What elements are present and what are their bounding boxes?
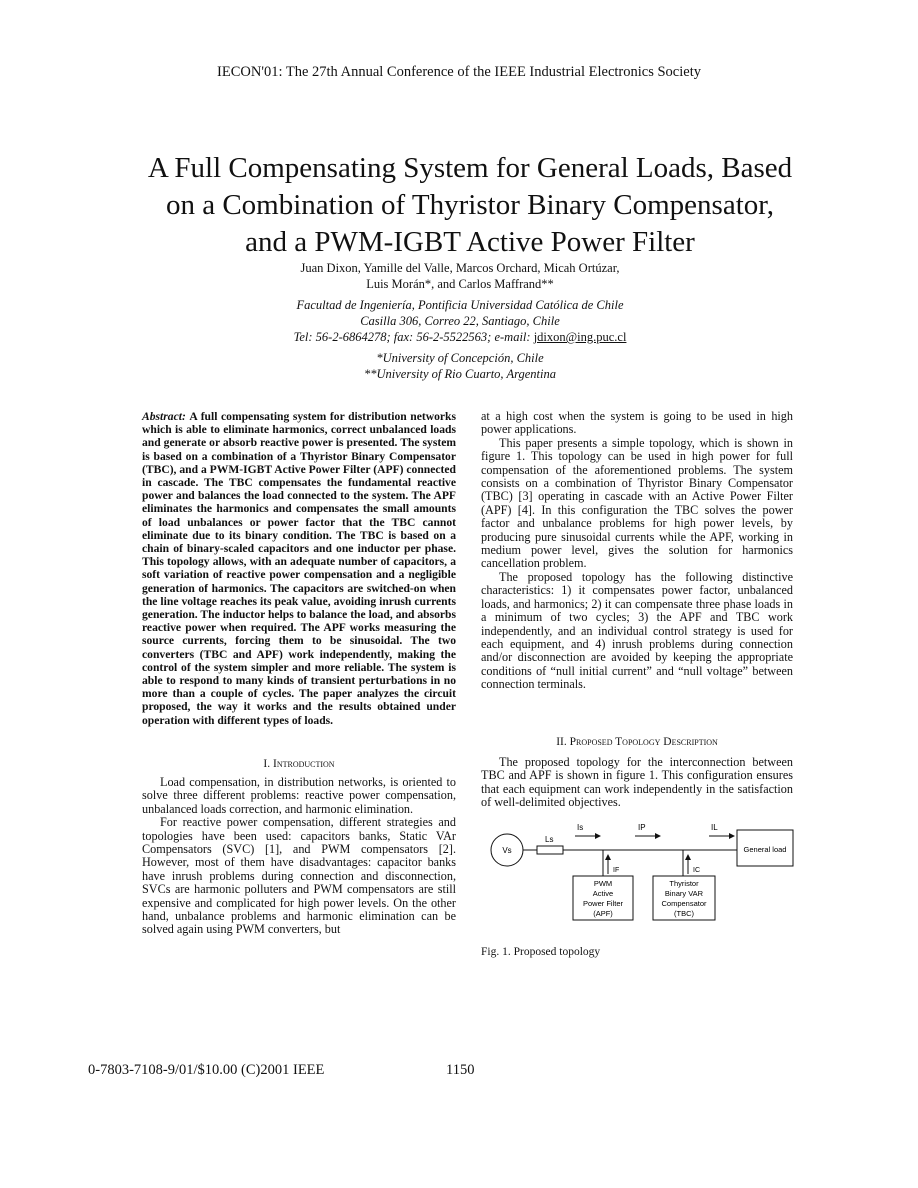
- arrowhead-icon: [595, 833, 601, 839]
- arrowhead-icon: [655, 833, 661, 839]
- title-line: on a Combination of Thyristor Binary Compensator,: [165, 189, 775, 221]
- current-label-il: IL: [711, 823, 718, 832]
- authors-line: Luis Morán*, and Carlos Maffrand**: [366, 277, 554, 291]
- title-line: and a PWM-IGBT Active Power Filter: [245, 226, 695, 258]
- arrowhead-icon: [685, 854, 691, 860]
- section-title: Introduction: [272, 758, 335, 770]
- arrowhead-icon: [605, 854, 611, 860]
- abstract-label: Abstract:: [142, 410, 186, 423]
- current-label-ic: IC: [693, 867, 700, 874]
- topology-body: [481, 756, 793, 810]
- apf-label: (APF): [593, 909, 613, 918]
- apf-label: Power Filter: [582, 899, 624, 908]
- section-heading-topology: [481, 736, 793, 749]
- title-line: A Full Compensating System for General Loads, Based: [147, 152, 793, 184]
- page-number: 1150: [446, 1062, 475, 1078]
- secondary-affiliations: [250, 350, 670, 382]
- author-list: [250, 260, 670, 292]
- contact-line: [250, 329, 670, 345]
- abstract: [142, 410, 456, 727]
- affiliation-line: *University of Concepción, Chile: [376, 351, 544, 365]
- paragraph: Load compensation, in distribution networks, is oriented to solve three different problems: reactive power compensation, unbalanced loads correction, and harmonic elimination.: [142, 775, 456, 816]
- section-heading-introduction: [142, 758, 456, 771]
- tbc-label: Compensator: [661, 899, 707, 908]
- section-title: Proposed Topology Description: [569, 736, 718, 748]
- paragraph: The proposed topology for the interconnection between TBC and APF is shown in figure 1. This configuration ensures that each equipment can work independently in the satisfaction of well-delimited objectives.: [481, 755, 793, 810]
- paragraph: For reactive power compensation, different strategies and topologies have been used: capacitors banks, Static VAr Compensators (SVC) [1], and PWM compensators [2]. However, most of them have disadvantages: capacitor banks have inrush problems during connection and disconnection, SVCs are harmonic polluters and PWM compensators are still expensive and complicated for high power levels. On the other hand, unbalance problems and harmonic elimination can be solved again using PWM converters, but: [142, 815, 456, 937]
- affiliation-line: **University of Rio Cuarto, Argentina: [363, 367, 556, 381]
- arrowhead-icon: [729, 833, 735, 839]
- affiliation: [250, 297, 670, 345]
- copyright-footer: 0-7803-7108-9/01/$10.00 (C)2001 IEEE: [88, 1062, 325, 1078]
- inductor-icon: [537, 846, 563, 854]
- email-link[interactable]: jdixon@ing.puc.cl: [533, 330, 627, 344]
- current-label-ip: IP: [638, 823, 646, 832]
- paragraph: at a high cost when the system is going to be used in high power applications.: [481, 409, 793, 437]
- contact-prefix: Tel: 56-2-6864278; fax: 56-2-5522563; e-mail:: [293, 330, 534, 344]
- affiliation-line: Casilla 306, Correo 22, Santiago, Chile: [360, 314, 560, 328]
- tbc-label: Thyristor: [669, 879, 699, 888]
- affiliation-line: Facultad de Ingeniería, Pontificia Universidad Católica de Chile: [296, 298, 624, 312]
- introduction-body: [142, 776, 456, 937]
- abstract-text: A full compensating system for distribution networks which is able to eliminate harmonics, correct unbalanced loads and generate or absorb reactive power is presented. The system is based on a combination of a Thyristor Binary Compensator (TBC), and a PWM-IGBT Active Power Filter (APF) connected in cascade. The TBC compensates the fundamental reactive power and balances the load connected to the system. The APF eliminates the harmonics and compensates the small amounts of load unbalances or power factor that the TBC cannot eliminate due to its binary condition. The TBC is based on a chain of binary-scaled capacitors and one inductor per phase. This topology allows, with an adequate number of capacitors, a soft variation of reactive power compensation and a negligible generation of harmonics. The capacitors are switched-on when the line voltage reaches its peak value, avoiding inrush currents generation. The inductor helps to balance the load, and absorbs reactive power when required. The APF works measuring the source currents, forcing them to be sinusoidal. The two converters (TBC and APF) work independently, making the control of the system simpler and more reliable. The system is able to respond to many kinds of transient perturbations in no more than a couple of cycles. The paper analyzes the circuit proposed, the way it works and the results obtained under operation with different types of loads.: [142, 410, 456, 727]
- section-number: I.: [263, 758, 271, 770]
- inductor-label: Ls: [545, 835, 554, 844]
- tbc-label: Binary VAR: [664, 889, 704, 898]
- current-label-is: Is: [577, 823, 584, 832]
- paragraph: The proposed topology has the following distinctive characteristics: 1) it compensates power factor, unbalanced loads, and harmonics; 2) it can compensate three phase loads in a minimum of two cycles; 3) the APF and TBC work independently, and an individual control strategy is used for each equipment, and 4) inrush problems during connection and/or disconnection are avoided by keeping the appropriate conditions of “null initial current” and “null voltage” between connection terminals.: [481, 569, 793, 692]
- source-label: Vs: [502, 846, 512, 855]
- apf-label: PWM: [593, 879, 613, 888]
- current-label-if: IF: [613, 867, 620, 874]
- section-number: II.: [556, 736, 567, 748]
- figure-caption: Fig. 1. Proposed topology: [481, 946, 601, 958]
- tbc-label: (TBC): [674, 909, 694, 918]
- topology-diagram: [483, 818, 795, 922]
- general-load-label: General load: [743, 845, 787, 854]
- paragraph: This paper presents a simple topology, which is shown in figure 1. This topology can be used in high power for full compensation of the aforementioned problems. The system consists on a combination of Thyristor Binary Compensator (TBC) [3] operating in cascade with an Active Power Filter (APF) [4]. In this configuration the TBC solves the power factor and unbalance problems for high power levels, by producing pure sinusoidal currents while the APF, working in medium power level, gives the solution for harmonics cancellation problem.: [481, 435, 793, 571]
- conference-header: IECON'01: The 27th Annual Conference of the IEEE Industrial Electronics Society: [217, 64, 701, 80]
- paper-title: [120, 150, 820, 261]
- authors-line: Juan Dixon, Yamille del Valle, Marcos Orchard, Micah Ortúzar,: [300, 261, 620, 275]
- apf-label: Active: [592, 889, 614, 898]
- right-column-body: [481, 410, 793, 692]
